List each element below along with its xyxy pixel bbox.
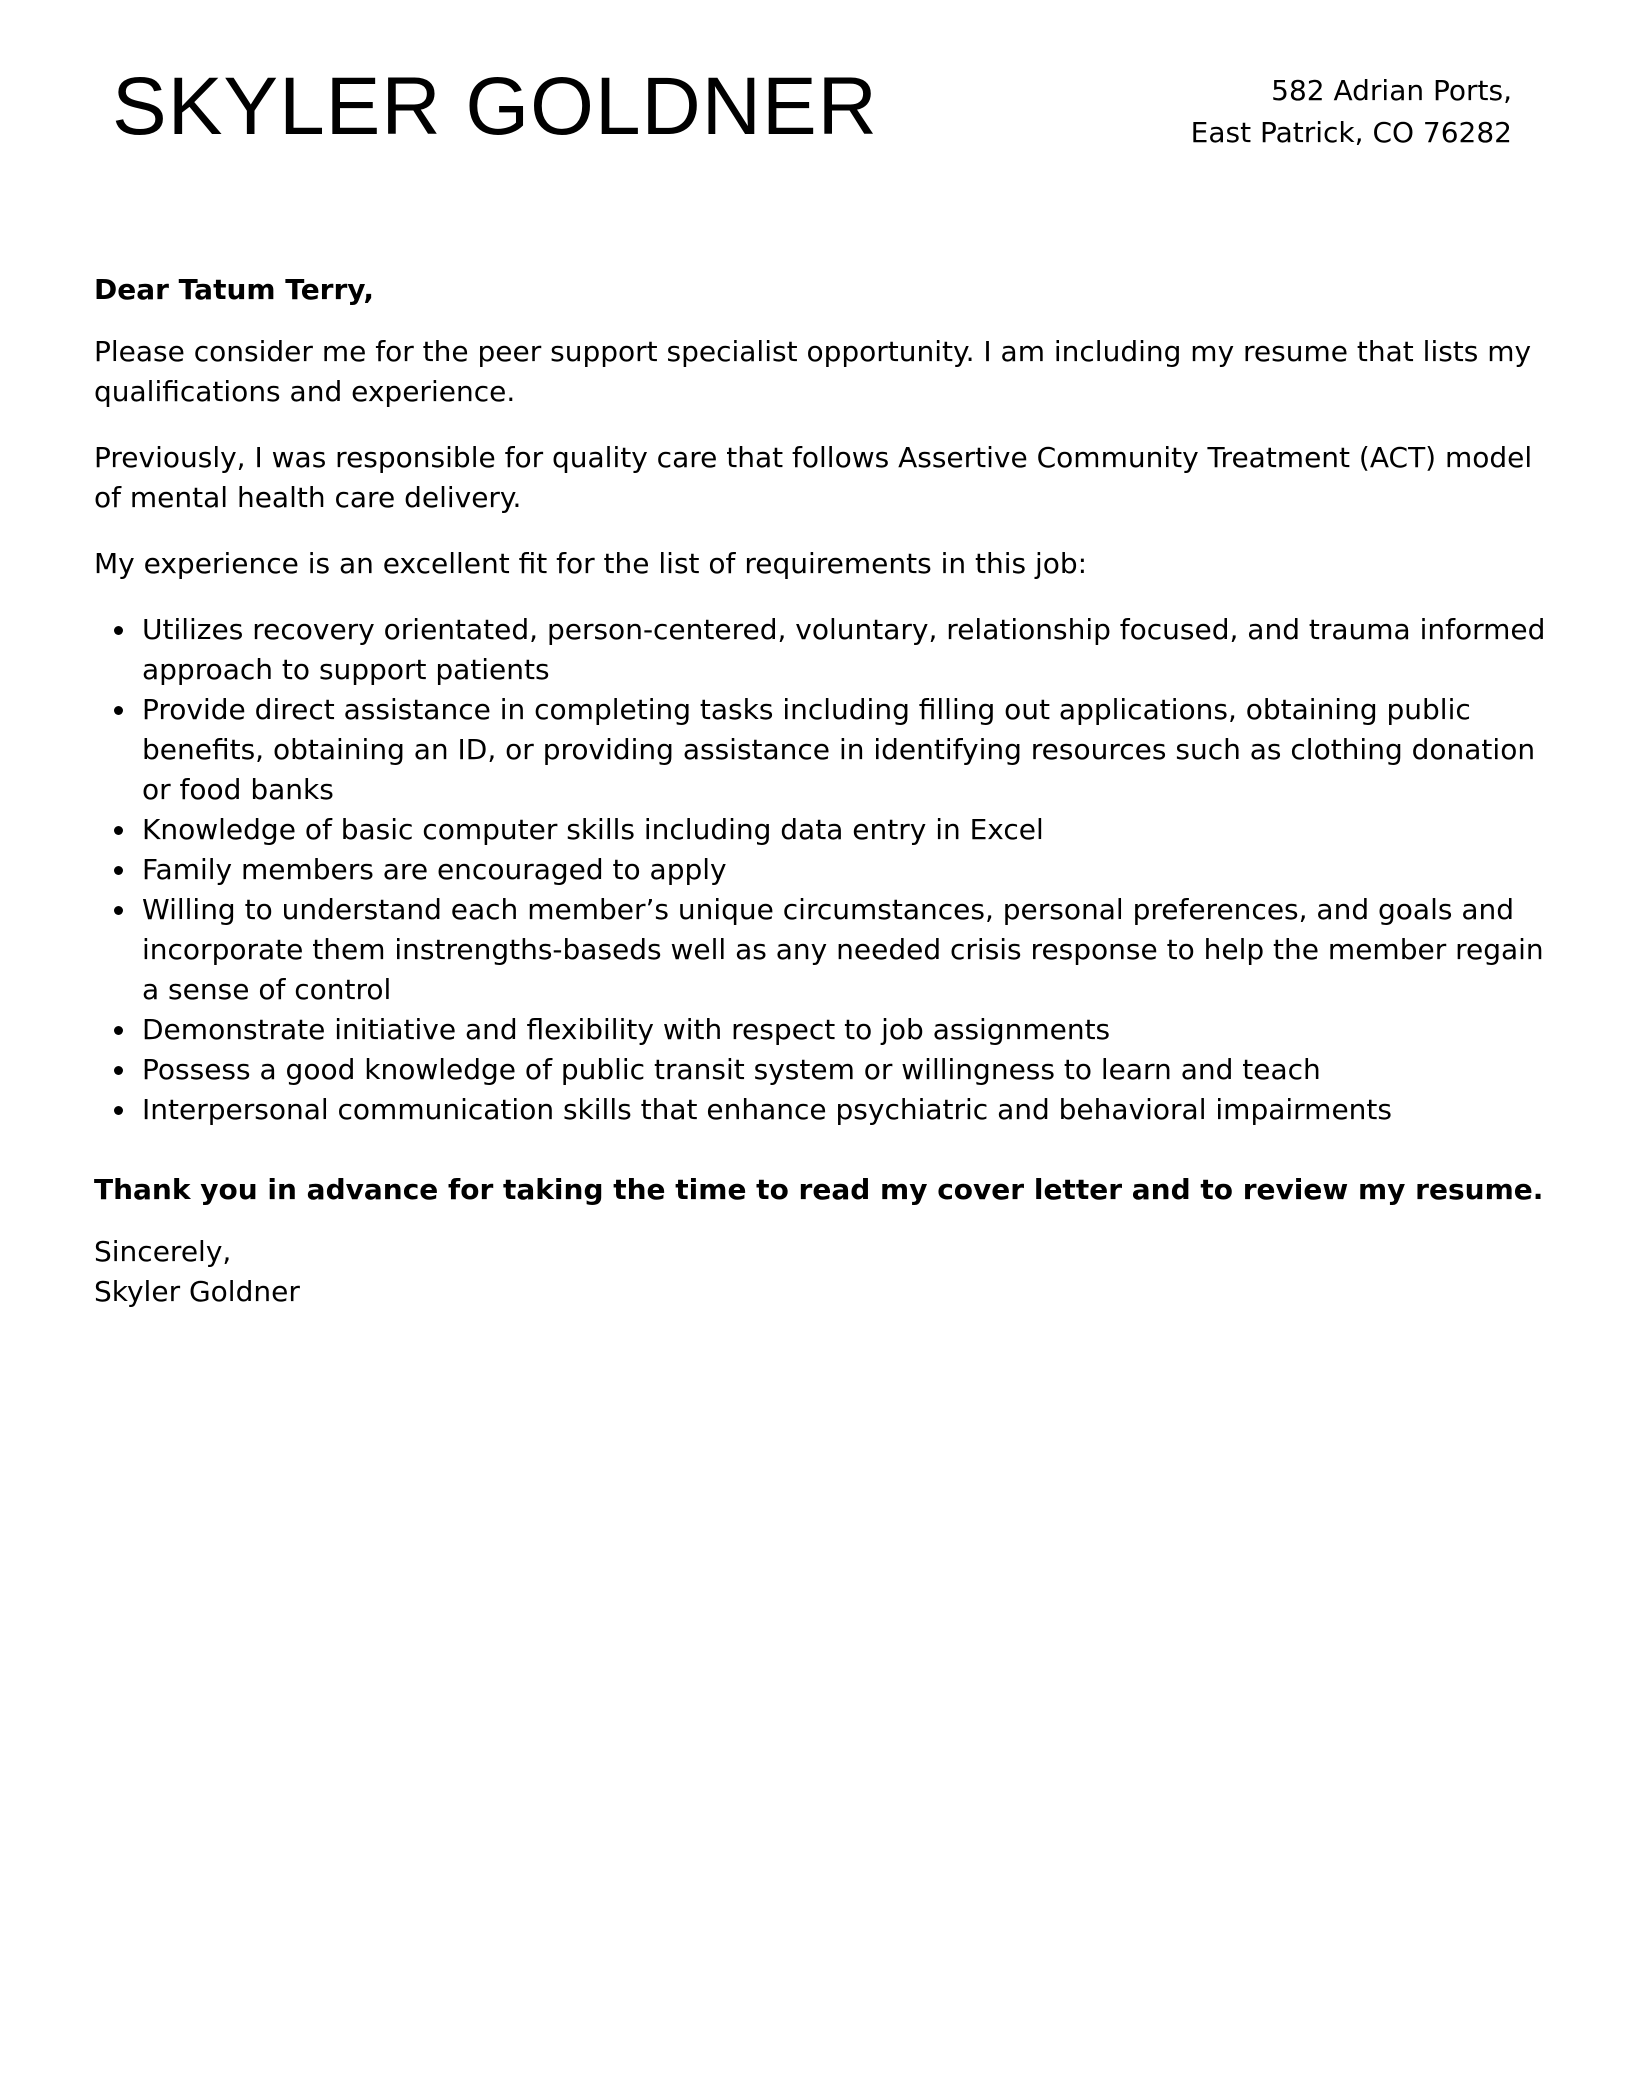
list-item: Possess a good knowledge of public transit system or willingness to learn and teach bbox=[142, 1050, 1554, 1090]
address-line-2: East Patrick, CO 76282 bbox=[1190, 116, 1512, 149]
signature-name: Skyler Goldner bbox=[94, 1275, 300, 1308]
list-item: Utilizes recovery orientated, person-centered, voluntary, relationship focused, and trauma informed approach to support patients bbox=[142, 610, 1554, 690]
applicant-name: SKYLER GOLDNER bbox=[112, 61, 878, 152]
closing-statement: Thank you in advance for taking the time to read my cover letter and to review my resume. bbox=[94, 1173, 1544, 1206]
list-item: Family members are encouraged to apply bbox=[142, 850, 1554, 890]
letter-body bbox=[94, 270, 1554, 1312]
address-line-1: 582 Adrian Ports, bbox=[1271, 74, 1512, 107]
applicant-address bbox=[1191, 70, 1512, 154]
list-item: Knowledge of basic computer skills including data entry in Excel bbox=[142, 810, 1554, 850]
experience-paragraph: Previously, I was responsible for quality care that follows Assertive Community Treatment (ACT) model of mental health care delivery. bbox=[94, 441, 1533, 514]
intro-paragraph: Please consider me for the peer support specialist opportunity. I am including my resume that lists my qualifications and experience. bbox=[94, 335, 1532, 408]
requirements-intro-paragraph: My experience is an excellent fit for the list of requirements in this job: bbox=[94, 547, 1088, 580]
signoff-text: Sincerely, bbox=[94, 1235, 232, 1268]
list-item: Demonstrate initiative and flexibility with respect to job assignments bbox=[142, 1010, 1554, 1050]
list-item: Interpersonal communication skills that enhance psychiatric and behavioral impairments bbox=[142, 1090, 1554, 1130]
list-item: Willing to understand each member’s unique circumstances, personal preferences, and goals and incorporate them instrengths-baseds well as any needed crisis response to help the member regain a sense of control bbox=[142, 890, 1554, 1010]
list-item: Provide direct assistance in completing tasks including filling out applications, obtaining public benefits, obtaining an ID, or providing assistance in identifying resources such as clothing donation or food banks bbox=[142, 690, 1554, 810]
requirements-list bbox=[94, 610, 1554, 1130]
salutation: Dear Tatum Terry, bbox=[94, 273, 375, 306]
signoff-block bbox=[94, 1232, 1554, 1312]
